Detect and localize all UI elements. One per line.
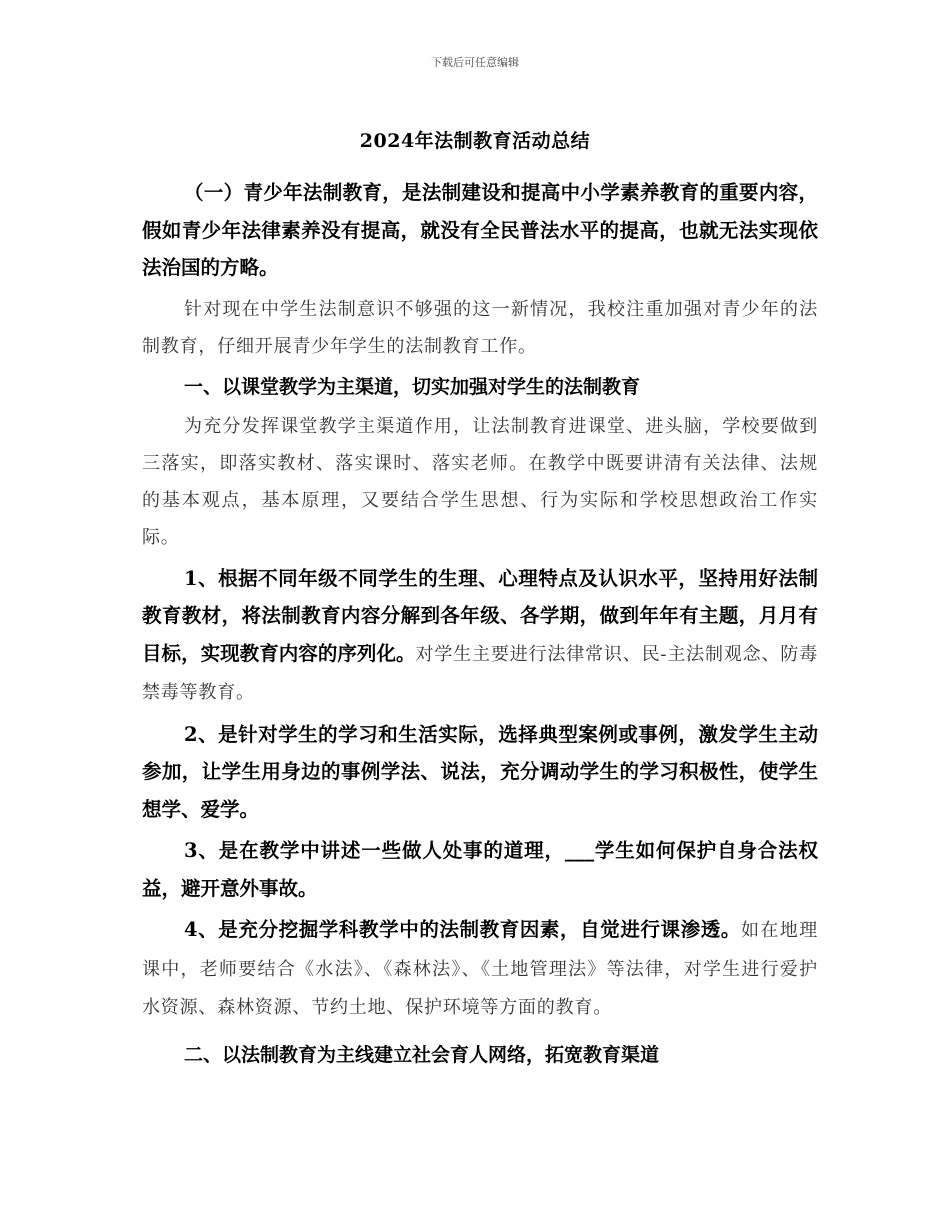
paragraph-intro-text: （一）青少年法制教育，是法制建设和提高中小学素养教育的重要内容，假如青少年法律素养没有提高，就没有全民普法水平的提高，也就无法实现依法治国的方略。 [142, 181, 818, 279]
list-item-3-bold: 3、是在教学中讲述一些做人处事的道理，___学生如何保护自身合法权益，避开意外事故。 [142, 839, 818, 900]
section-heading-2-text: 二、以法制教育为主线建立社会育人网络，拓宽教育渠道 [184, 1043, 660, 1066]
section-heading-1 [142, 369, 818, 405]
list-item-1-normal: 对学生主要进行法律常识、民-主法制观念、防毒禁毒等教育。 [142, 643, 818, 703]
paragraph-background [142, 291, 818, 365]
paragraph-background-text: 针对现在中学生法制意识不够强的这一新情况，我校注重加强对青少年的法制教育，仔细开展青少年学生的法制教育工作。 [142, 298, 818, 357]
list-item-2 [142, 716, 818, 829]
paragraph-classroom [142, 408, 818, 556]
page-header-note: 下载后可任意编辑 [431, 56, 519, 69]
paragraph-intro [142, 174, 818, 287]
list-item-3 [142, 832, 818, 907]
document-title: 2024年法制教育活动总结 [359, 130, 591, 152]
list-item-1-bold: 1、根据不同年级不同学生的生理、心理特点及认识水平，坚持用好法制教育教材，将法制教育内容分解到各年级、各学期，做到年年有主题，月月有目标，实现教育内容的序列化。 [142, 566, 818, 665]
list-item-1 [142, 560, 818, 712]
paragraph-classroom-text: 为充分发挥课堂教学主渠道作用，让法制教育进课堂、进头脑，学校要做到三落实，即落实教材、落实课时、落实老师。在教学中既要讲清有关法律、法规的基本观点，基本原理，又要结合学生思想、行为实际和学校思想政治工作实际。 [142, 415, 818, 548]
list-item-2-bold: 2、是针对学生的学习和生活实际，选择典型案例或事例，激发学生主动参加，让学生用身边的事例学法、说法，充分调动学生的学习积极性，使学生想学、爱学。 [142, 722, 818, 821]
section-heading-1-text: 一、以课堂教学为主渠道，切实加强对学生的法制教育 [184, 375, 641, 398]
list-item-4-bold: 4、是充分挖掘学科教学中的法制教育因素，自觉进行课渗透。 [184, 918, 741, 941]
document-body [142, 174, 818, 1076]
list-item-4 [142, 911, 818, 1027]
list-item-4-normal: 如在地理课中，老师要结合《水法》、《森林法》、《土地管理法》等法律，对学生进行爱护水资源、森林资源、节约土地、保护环境等方面的教育。 [142, 920, 818, 1018]
section-heading-2 [142, 1037, 818, 1073]
